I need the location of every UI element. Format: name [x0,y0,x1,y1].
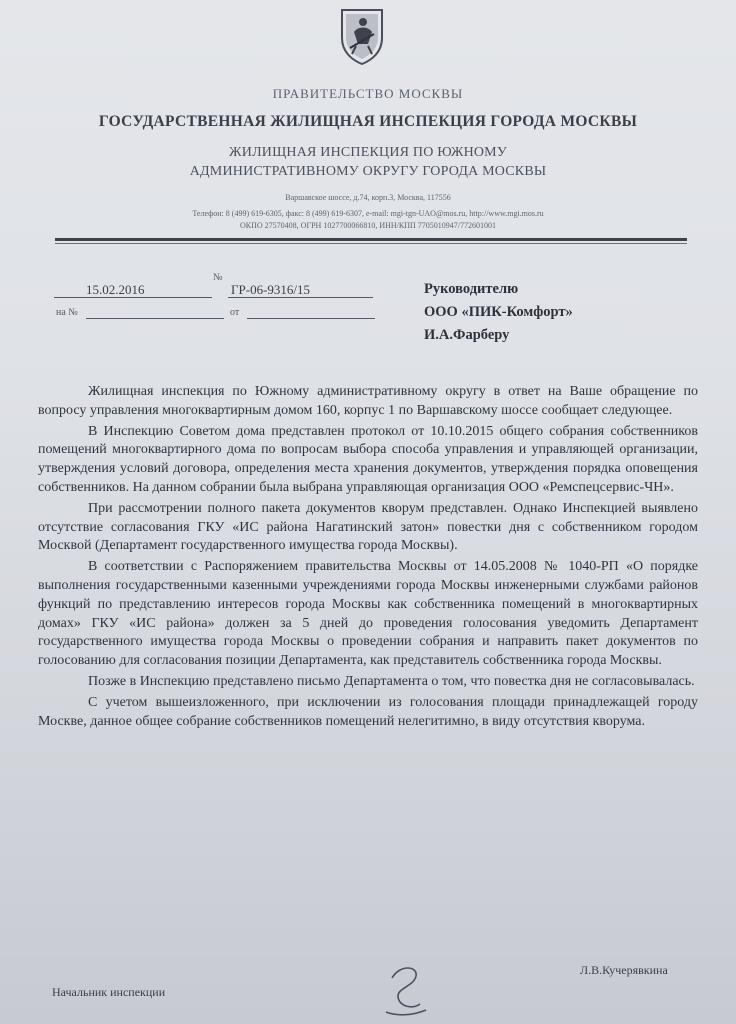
outgoing-date: 15.02.2016 [86,282,145,297]
signatory-name: Л.В.Кучерявкина [580,963,668,977]
government-name: ПРАВИТЕЛЬСТВО МОСКВЫ [272,86,464,101]
inspection-name: ГОСУДАРСТВЕННАЯ ЖИЛИЩНАЯ ИНСПЕКЦИЯ ГОРОДА МОСКВЫ [98,113,638,130]
body-paragraph-3: При рассмотрении полного пакета документов кворум представлен. Однако Инспекцией выявлено отсутствие согласования ГКУ «ИС района Нагатинский затон» повестки дня с собственником городом Москвой (Департамент государственного имущества города Москвы). [38,500,698,554]
letter-body [38,383,698,733]
addressee-title: Руководителю [424,281,519,297]
from-label: от [230,307,240,318]
body-paragraph-4: В соответствии с Распоряжением правительства Москвы от 14.05.2008 № 1040-РП «О порядке выполнения государственными казенными учреждениями города Москвы инженерными службами районов функций по представлению интересов города Москвы как собственника помещений в многоквартирных домах» ГКУ «ИС района» должен за 5 дней до проведения голосования уведомить Департамент государственного имущества города Москвы о проведении собрания и направить пакет документов по голосованию для согласования позиции Департамента, как представитель собственника города Москвы. [38,559,698,669]
division-name-line2: АДМИНИСТРАТИВНОМУ ОКРУГУ ГОРОДА МОСКВЫ [189,164,547,179]
handwritten-signature [378,960,433,1020]
header-divider-thin [55,243,687,244]
moscow-coat-of-arms-icon [338,4,386,66]
outgoing-number: ГР-06-9316/15 [231,282,311,297]
contact-line: Телефон: 8 (499) 619-6305, факс: 8 (499) 619-6307, e-mail: mgi-tgn-UAO@mos.ru, http://www.mgi.mos.ru [192,209,544,218]
from-underline [247,318,375,319]
number-sign: № [213,272,223,283]
number-underline [228,297,373,298]
addressee-person: И.А.Фарберу [424,327,510,343]
signatory-position: Начальник инспекции [52,985,166,999]
body-paragraph-2: В Инспекцию Советом дома представлен протокол от 10.10.2015 общего собрания собственников помещений многоквартирного дома по вопросам выбора способа управления и управляющей организации, утверждения условий договора, определения места хранения документов, утверждения порядка оповещения собственников. На данном собрании была выбрана управляющая организация ООО «Ремспецсервис-ЧН». [38,423,698,495]
body-paragraph-5: Позже в Инспекцию представлено письмо Департамента о том, что повестка дня не согласовывалась. [88,673,695,689]
body-paragraph-1: Жилищная инспекция по Южному административному округу в ответ на Ваше обращение по вопросу управления многоквартирным домом 160, корпус 1 по Варшавскому шоссе сообщает следующее. [38,384,698,418]
postal-address: Варшавское шоссе, д.74, корп.3, Москва, 117556 [285,193,451,202]
addressee-company: ООО «ПИК-Комфорт» [424,304,573,320]
division-name-line1: ЖИЛИЩНАЯ ИНСПЕКЦИЯ ПО ЮЖНОМУ [229,145,507,160]
date-underline [54,297,212,298]
header-divider [55,238,687,241]
body-paragraph-6: С учетом вышеизложенного, при исключении из голосования площади принадлежащей городу Москве, данное общее собрание собственников помещений нелегитимно, в виду отсутствия кворума. [38,694,698,729]
registration-codes: ОКПО 27570408, ОГРН 1027700066810, ИНН/КПП 7705010947/772601001 [240,221,496,230]
reference-underline [86,318,224,319]
addressee-block [424,278,573,347]
reference-label: на № [56,307,78,318]
